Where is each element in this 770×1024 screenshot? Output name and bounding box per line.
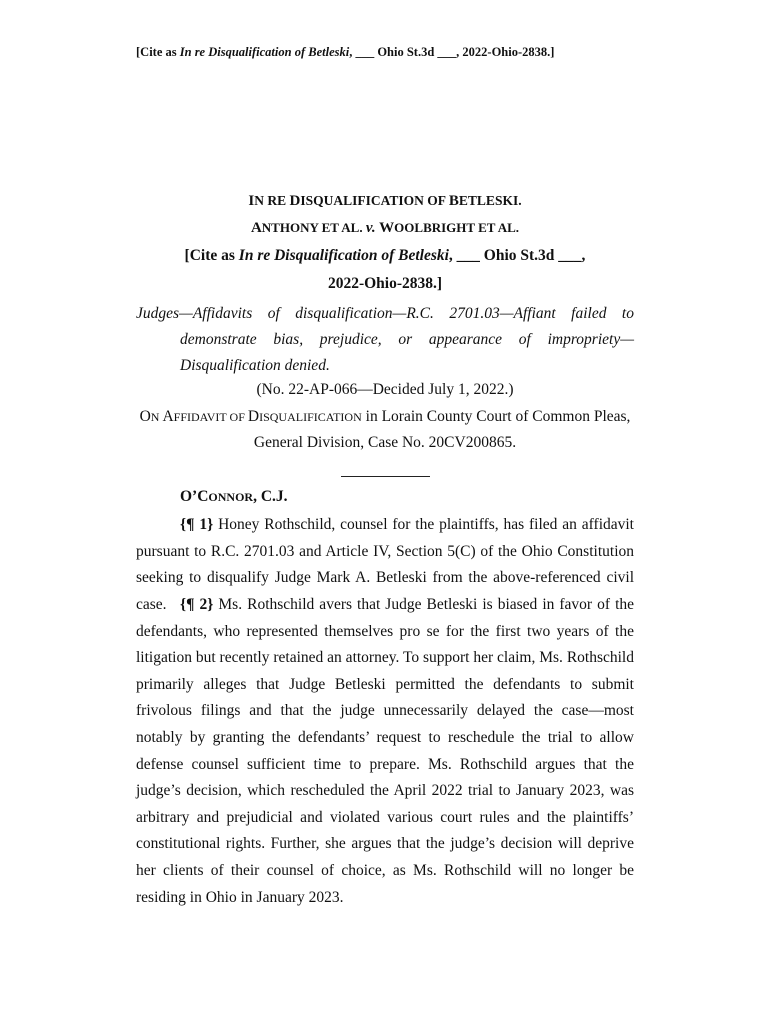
citation-case-name: In re Disqualification of Betleski: [179, 45, 350, 59]
paragraph-text: Honey Rothschild, counsel for the plaintiffs, has filed an affidavit pursuant to R.C. 2701.03 and Article IV, Section 5(C) of the Ohio Constitution seeking to disqualify Judge Mark A. Betleski from the above-referenced civil case.: [136, 516, 634, 613]
paragraph-text: Ms. Rothschild avers that Judge Betleski is biased in favor of the defendants, who represented themselves pro se for the first two years of the litigation but recently retained an attorney. To support her claim, Ms. Rothschild primarily alleges that Judge Betleski permitted the defendants to submit frivolous filings and that the judge unnecessarily delayed the case—most notably by granting the defendants’ request to reschedule the trial to allow defense counsel sufficient time to prepare. Ms. Rothschild argues that the judge’s decision, which rescheduled the April 2022 trial to January 2023, was arbitrary and prejudicial and violated various court rules and the plaintiffs’ constitutional rights. Further, she argues that the judge’s decision will deprive her clients of their counsel of choice, as Ms. Rothschild will no longer be residing in Ohio in January 2023.: [136, 596, 634, 906]
paragraph-number: {¶ 2}: [180, 596, 214, 613]
decision-date: (No. 22-AP-066—Decided July 1, 2022.): [256, 381, 514, 398]
paragraph-2: [136, 592, 634, 911]
headnote-line-1: Judges—Affidavits of disqualification—R.C. 2701.03—Affiant failed to: [136, 305, 634, 322]
case-citation: [Cite as In re Disqualification of Betleski, ___ Ohio St.3d ___,: [184, 247, 586, 264]
section-divider: [341, 476, 430, 477]
citation-header: [136, 45, 554, 60]
case-citation-line2: 2022-Ohio-2838.]: [327, 275, 443, 292]
headnote-line-3: Disqualification denied.: [180, 357, 330, 374]
opinion-author: O’CONNOR, C.J.: [180, 488, 288, 505]
court-division-line: General Division, Case No. 20CV200865.: [253, 434, 517, 451]
paragraph-number: {¶ 1}: [180, 516, 214, 533]
case-title: IN RE DISQUALIFICATION OF BETLESKI.: [248, 193, 522, 209]
affidavit-line: ON AFFIDAVIT OF DISQUALIFICATION in Lorain County Court of Common Pleas,: [139, 408, 631, 425]
citation-suffix: , ___ Ohio St.3d ___, 2022-Ohio-2838.]: [349, 45, 555, 59]
headnote-line-2: demonstrate bias, prejudice, or appearance of impropriety—: [180, 331, 634, 348]
citation-prefix: [Cite as: [136, 45, 180, 59]
case-parties: ANTHONY ET AL. v. WOOLBRIGHT ET AL.: [250, 220, 520, 236]
